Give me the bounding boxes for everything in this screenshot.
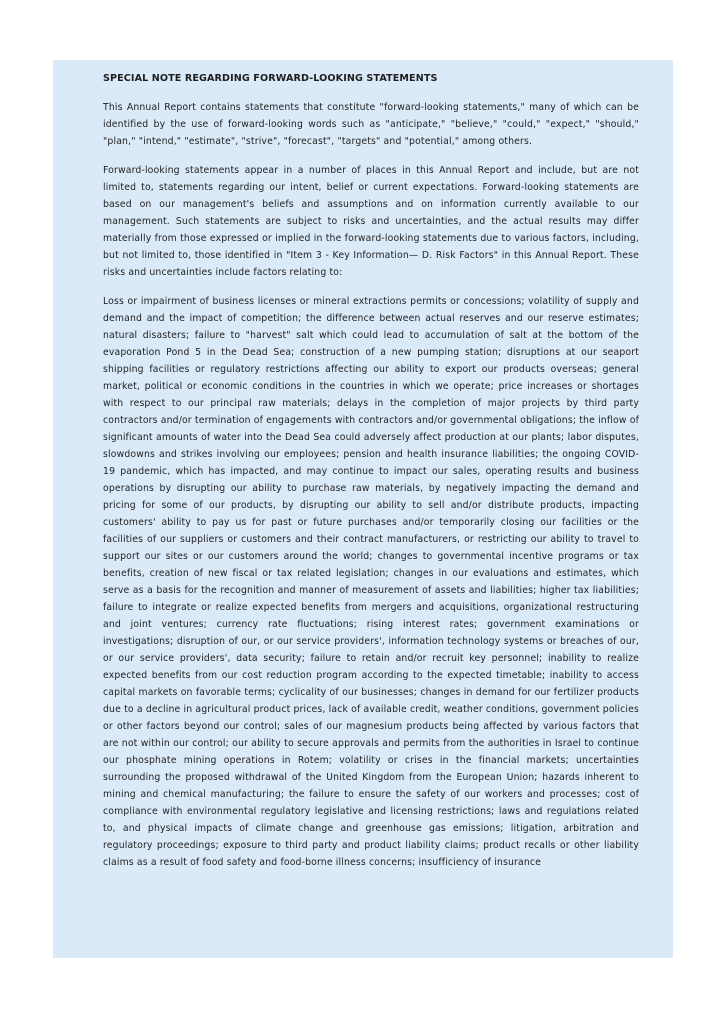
paragraph-risk-factors: Loss or impairment of business licenses or mineral extractions permits or concessions; volatility of supply and demand and the impact of competition; the difference between actual reserves and our reserve estimates; natural disasters; failure to "harvest" salt which could lead to accumulation of salt at the bottom of the evaporation Pond 5 in the Dead Sea; construction of a new pumping station; disruptions at our seaport shipping facilities or regulatory restrictions affecting our ability to export our products overseas; general market, political or economic conditions in the countries in which we operate; price increases or shortages with respect to our principal raw materials; delays in the completion of major projects by third party contractors and/or termination of engagements with contractors and/or governmental obligations; the inflow of significant amounts of water into the Dead Sea could adversely affect production at our plants; labor disputes, slowdowns and strikes involving our employees; pension and health insurance liabilities; the ongoing COVID-19 pandemic, which has impacted, and may continue to impact our sales, operating results and business operations by disrupting our ability to purchase raw materials, by negatively impacting the demand and pricing for some of our products, by disrupting our ability to sell and/or distribute products, impacting customers' ability to pay us for past or future purchases and/or temporarily closing our facilities or the facilities of our suppliers or customers and their contract manufacturers, or restricting our ability to travel to support our sites or our customers around the world; changes to governmental incentive programs or tax benefits, creation of new fiscal or tax related legislation; changes in our evaluations and estimates, which serve as a basis for the recognition and manner of measurement of assets and liabilities; higher tax liabilities; failure to integrate or realize expected benefits from mergers and acquisitions, organizational restructuring and joint ventures; currency rate fluctuations; rising interest rates; government examinations or investigations; disruption of our, or our service providers', information technology systems or breaches of our, or our service providers', data security; failure to retain and/or recruit key personnel; inability to realize expected benefits from our cost reduction program according to the expected timetable; inability to access capital markets on favorable terms; cyclicality of our businesses; changes in demand for our fertilizer products due to a decline in agricultural product prices, lack of available credit, weather conditions, government policies or other factors beyond our control; sales of our magnesium products being affected by various factors that are not within our control; our ability to secure approvals and permits from the authorities in Israel to continue our phosphate mining operations in Rotem; volatility or crises in the financial markets; uncertainties surrounding the proposed withdrawal of the United Kingdom from the European Union; hazards inherent to mining and chemical manufacturing; the failure to ensure the safety of our workers and processes; cost of compliance with environmental regulatory legislative and licensing restrictions; laws and regulations related to, and physical impacts of climate change and greenhouse gas emissions; litigation, arbitration and regulatory proceedings; exposure to third party and product liability claims; product recalls or other liability claims as a result of food safety and food-borne illness concerns; insufficiency of insurance [103, 296, 639, 868]
paragraph-intro: This Annual Report contains statements that constitute "forward-looking statements," many of which can be identified by the use of forward-looking words such as "anticipate," "believe," "could," "expect," "should," "plan," "intend," "estimate", "strive", "forecast", "targets" and "potential," among others. [103, 102, 639, 147]
section-heading: SPECIAL NOTE REGARDING FORWARD-LOOKING STATEMENTS [103, 73, 438, 84]
paragraph-forward-looking: Forward-looking statements appear in a number of places in this Annual Report and include, but are not limited to, statements regarding our intent, belief or current expectations. Forward-looking statements are based on our management's beliefs and assumptions and on information currently available to our management. Such statements are subject to risks and uncertainties, and the actual results may differ materially from those expressed or implied in the forward-looking statements due to various factors, including, but not limited to, those identified in "Item 3 - Key Information— D. Risk Factors" in this Annual Report. These risks and uncertainties include factors relating to: [103, 165, 639, 278]
document-panel [53, 60, 673, 958]
